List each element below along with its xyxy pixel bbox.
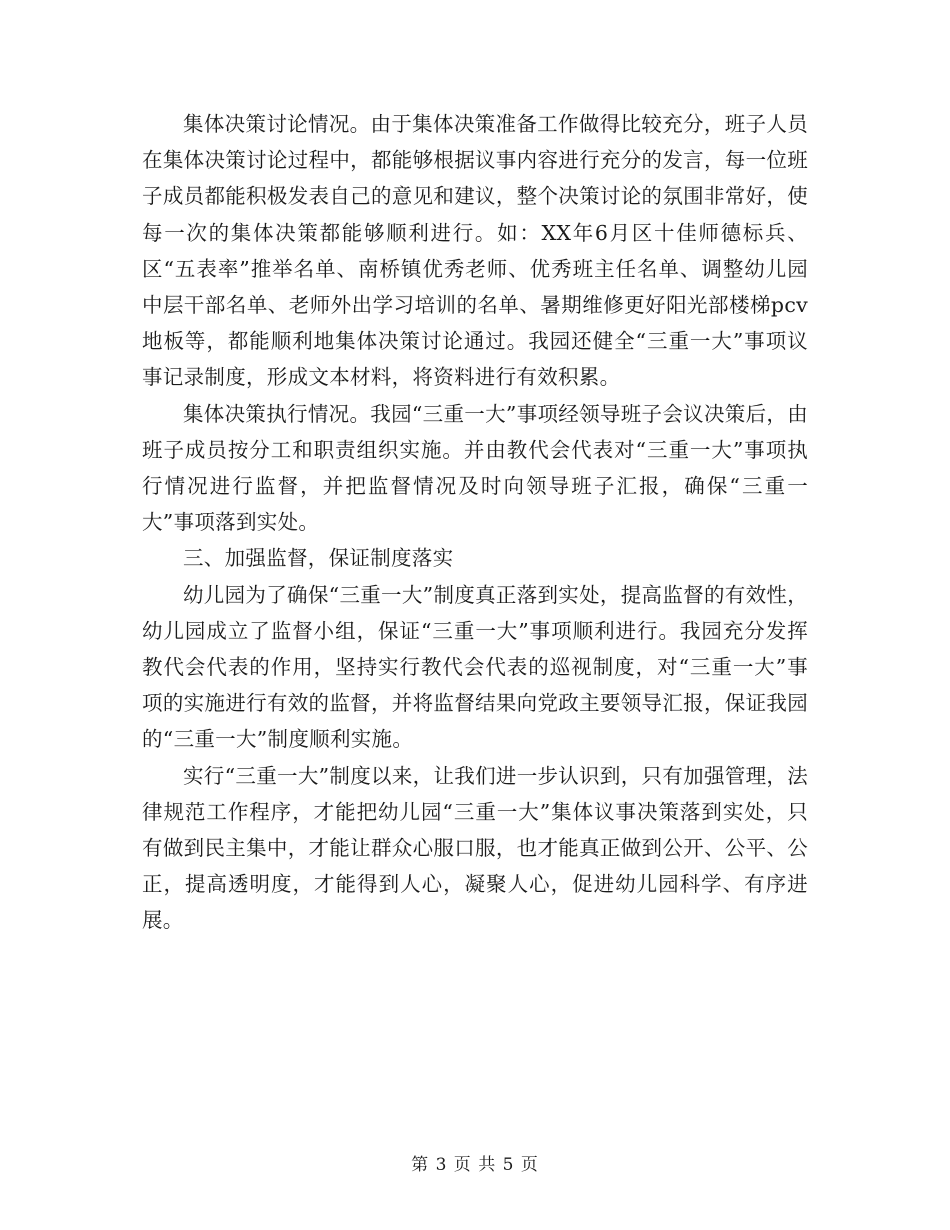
document-body xyxy=(142,106,808,939)
paragraph-supervision: 幼儿园为了确保“三重一大”制度真正落到实处，提高监督的有效性，幼儿园成立了监督小组，保证“三重一大”事项顺利进行。我园充分发挥教代会代表的作用，坚持实行教代会代表的巡视制度，对“三重一大”事项的实施进行有效的监督，并将监督结果向党政主要领导汇报，保证我园的“三重一大”制度顺利实施。 xyxy=(142,582,808,752)
paragraph-conclusion: 实行“三重一大”制度以来，让我们进一步认识到，只有加强管理，法律规范工作程序，才能把幼儿园“三重一大”集体议事决策落到实处，只有做到民主集中，才能让群众心服口服，也才能真正做到公开、公平、公正，提高透明度，才能得到人心，凝聚人心，促进幼儿园科学、有序进展。 xyxy=(142,763,808,933)
paragraph-collective-execution: 集体决策执行情况。我园“三重一大”事项经领导班子会议决策后，由班子成员按分工和职责组织实施。并由教代会代表对“三重一大”事项执行情况进行监督，并把监督情况及时向领导班子汇报，确保“三重一大”事项落到实处。 xyxy=(142,401,808,535)
paragraph-collective-discussion: 集体决策讨论情况。由于集体决策准备工作做得比较充分，班子人员在集体决策讨论过程中，都能够根据议事内容进行充分的发言，每一位班子成员都能积极发表自己的意见和建议，整个决策讨论的氛围非常好，使每一次的集体决策都能够顺利进行。如：XX年6月区十佳师德标兵、区“五表率”推举名单、南桥镇优秀老师、优秀班主任名单、调整幼儿园中层干部名单、老师外出学习培训的名单、暑期维修更好阳光部楼梯pcv地板等，都能顺利地集体决策讨论通过。我园还健全“三重一大”事项议事记录制度，形成文本材料，将资料进行有效积累。 xyxy=(142,112,808,390)
page-number-footer: 第 3 页 共 5 页 xyxy=(411,1155,539,1175)
section-heading-supervision: 三、加强监督，保证制度落实 xyxy=(183,546,454,571)
